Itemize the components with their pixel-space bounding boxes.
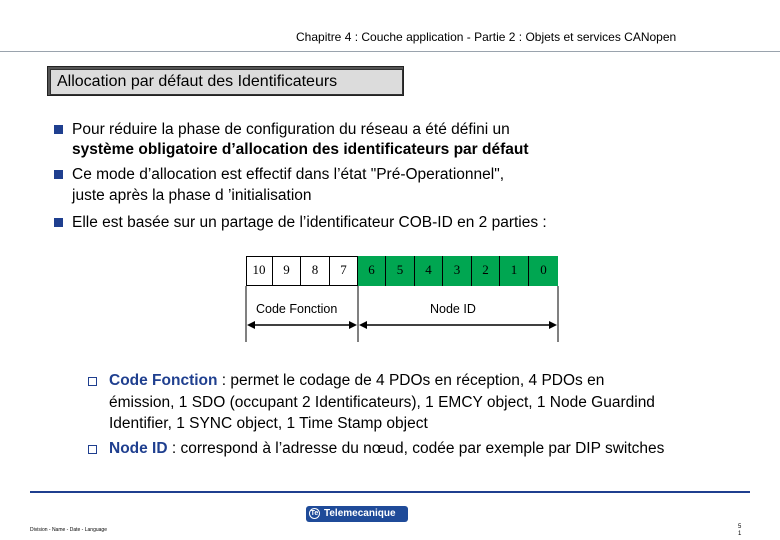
bullet-3-line-1: Elle est basée sur un partage de l’identificateur COB-ID en 2 parties : (72, 214, 547, 231)
bullet-1-line-2: système obligatoire d’allocation des identificateurs par défaut (72, 141, 529, 158)
bullet-2-line-2: juste après la phase d ’initialisation (72, 187, 312, 204)
hollow-square-bullet-icon (88, 445, 97, 454)
bit-cell-7: 7 (330, 256, 358, 286)
slide-title: Allocation par défaut des Identificateurs (50, 69, 403, 95)
bit-cell-3: 3 (443, 256, 472, 286)
bit-cell-4: 4 (415, 256, 443, 286)
logo-text: Telemecanique (324, 508, 396, 519)
bullet-square-icon (54, 170, 63, 179)
bit-cell-1: 1 (500, 256, 529, 286)
telemecanique-logo (306, 506, 408, 522)
sub-bullet-1-line-2: émission, 1 SDO (occupant 2 Identificateurs), 1 EMCY object, 1 Node Guardind (109, 394, 655, 411)
bit-cell-2: 2 (472, 256, 500, 286)
bit-cell-5: 5 (386, 256, 415, 286)
page-number (738, 524, 741, 538)
sub-bullet-2-rest: : correspond à l’adresse du nœud, codée par exemple par DIP switches (167, 440, 665, 457)
bit-cell-9: 9 (273, 256, 301, 286)
bullet-1-line-1: Pour réduire la phase de configuration du réseau a été défini un (72, 121, 510, 138)
bullet-square-icon (54, 218, 63, 227)
logo-mark-icon: Te (310, 510, 319, 517)
bit-cell-8: 8 (301, 256, 330, 286)
function-code-label: Code Fonction (256, 302, 338, 316)
slide-title-box (47, 66, 408, 98)
header-divider (0, 51, 780, 52)
node-id-label: Node ID (430, 302, 476, 316)
bit-cell-6: 6 (358, 256, 386, 286)
bit-cell-0: 0 (529, 256, 558, 286)
chapter-header: Chapitre 4 : Couche application - Partie 2 : Objets et services CANopen (296, 30, 677, 44)
sub-bullet-2-line-1 (109, 438, 664, 459)
footer-divider (30, 491, 750, 493)
hollow-square-bullet-icon (88, 377, 97, 386)
code-fonction-term: Code Fonction (109, 372, 218, 389)
sub-bullet-1-line-3: Identifier, 1 SYNC object, 1 Time Stamp object (109, 415, 428, 432)
page-number-top: 5 (738, 524, 742, 530)
page-number-bottom: 1 (738, 531, 742, 537)
node-id-term: Node ID (109, 440, 168, 457)
footer-info: Division - Name - Date - Language (30, 527, 107, 533)
bullet-2-line-1: Ce mode d’allocation est effectif dans l’état "Pré-Operationnel", (72, 166, 505, 183)
bit-cell-10: 10 (246, 256, 273, 286)
sub-bullet-1-rest: : permet le codage de 4 PDOs en réception, 4 PDOs en (217, 372, 605, 389)
sub-bullet-1-line-1 (109, 370, 604, 391)
bullet-square-icon (54, 125, 63, 134)
